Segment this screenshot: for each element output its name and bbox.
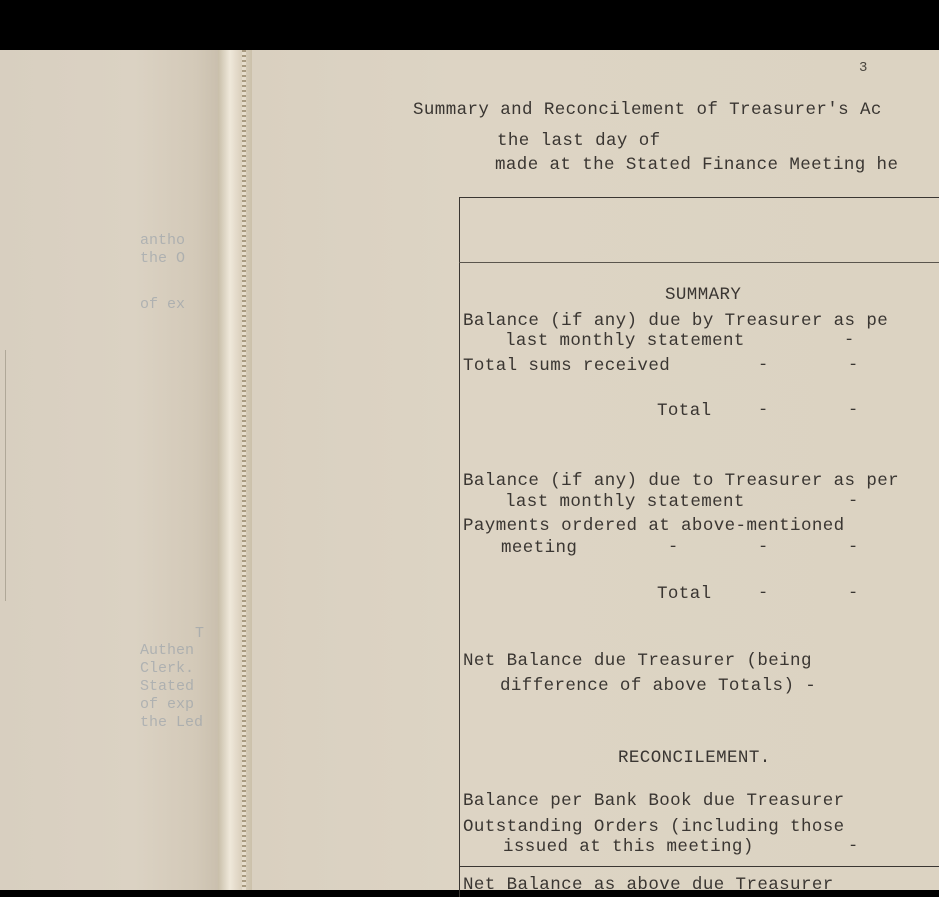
payments-ordered-line1: Payments ordered at above-mentioned	[463, 516, 845, 536]
dash: -	[844, 331, 855, 350]
reconcilement-rule	[459, 866, 939, 867]
outstanding-orders-line1: Outstanding Orders (including those	[463, 817, 845, 837]
ghost-text-i: the Led	[140, 714, 204, 731]
table-header-rule	[459, 262, 939, 263]
subheading-last-day: the last day of	[497, 131, 661, 151]
dash: -	[848, 837, 859, 856]
total-label-2: Total	[657, 584, 712, 604]
outstanding-orders-line2: issued at this meeting)	[503, 837, 754, 857]
summary-title: SUMMARY	[665, 285, 742, 305]
total-sums-received: Total sums received	[463, 356, 671, 376]
left-page	[0, 50, 245, 890]
page-heading: Summary and Reconcilement of Treasurer's Ac	[413, 100, 882, 120]
page-number: 3	[859, 60, 868, 76]
ghost-text-a: antho	[140, 232, 186, 249]
table-frame-left	[459, 197, 460, 897]
net-balance-line1: Net Balance due Treasurer (being	[463, 651, 812, 671]
dash: -	[848, 356, 859, 375]
reconcilement-title: RECONCILEMENT.	[618, 748, 771, 768]
ghost-text-e: Authen	[140, 642, 195, 659]
balance-due-by-line2: last monthly statement	[505, 331, 745, 351]
right-page	[252, 50, 939, 895]
ghost-text-b: the O	[140, 250, 186, 267]
total-label-1: Total	[657, 401, 712, 421]
table-frame-top	[459, 197, 939, 198]
dash: -	[758, 356, 769, 375]
top-black-bar	[0, 0, 939, 50]
ghost-text-f: Clerk.	[140, 660, 195, 677]
ghost-text-g: Stated	[140, 678, 195, 695]
dash: -	[848, 538, 859, 557]
subheading-meeting: made at the Stated Finance Meeting he	[495, 155, 899, 175]
ghost-text-d: T	[195, 625, 205, 642]
dash: -	[758, 401, 769, 420]
ghost-text-c: of ex	[140, 296, 186, 313]
balance-due-to-line2: last monthly statement	[505, 492, 745, 512]
balance-due-to-line1: Balance (if any) due to Treasurer as per	[463, 471, 900, 491]
dash: -	[848, 401, 859, 420]
dash: -	[758, 584, 769, 603]
net-balance-line2: difference of above Totals) -	[500, 676, 817, 696]
balance-due-by-line1: Balance (if any) due by Treasurer as pe	[463, 311, 889, 331]
balance-per-bank-book: Balance per Bank Book due Treasurer	[463, 791, 845, 811]
net-balance-as-above: Net Balance as above due Treasurer	[463, 875, 834, 895]
dash: -	[668, 538, 679, 557]
dash: -	[848, 584, 859, 603]
ghost-text-h: of exp	[140, 696, 195, 713]
perforation-edge	[242, 50, 246, 890]
dash: -	[848, 492, 859, 511]
left-page-faint-box	[5, 350, 6, 601]
payments-ordered-line2: meeting	[501, 538, 578, 558]
dash: -	[758, 538, 769, 557]
